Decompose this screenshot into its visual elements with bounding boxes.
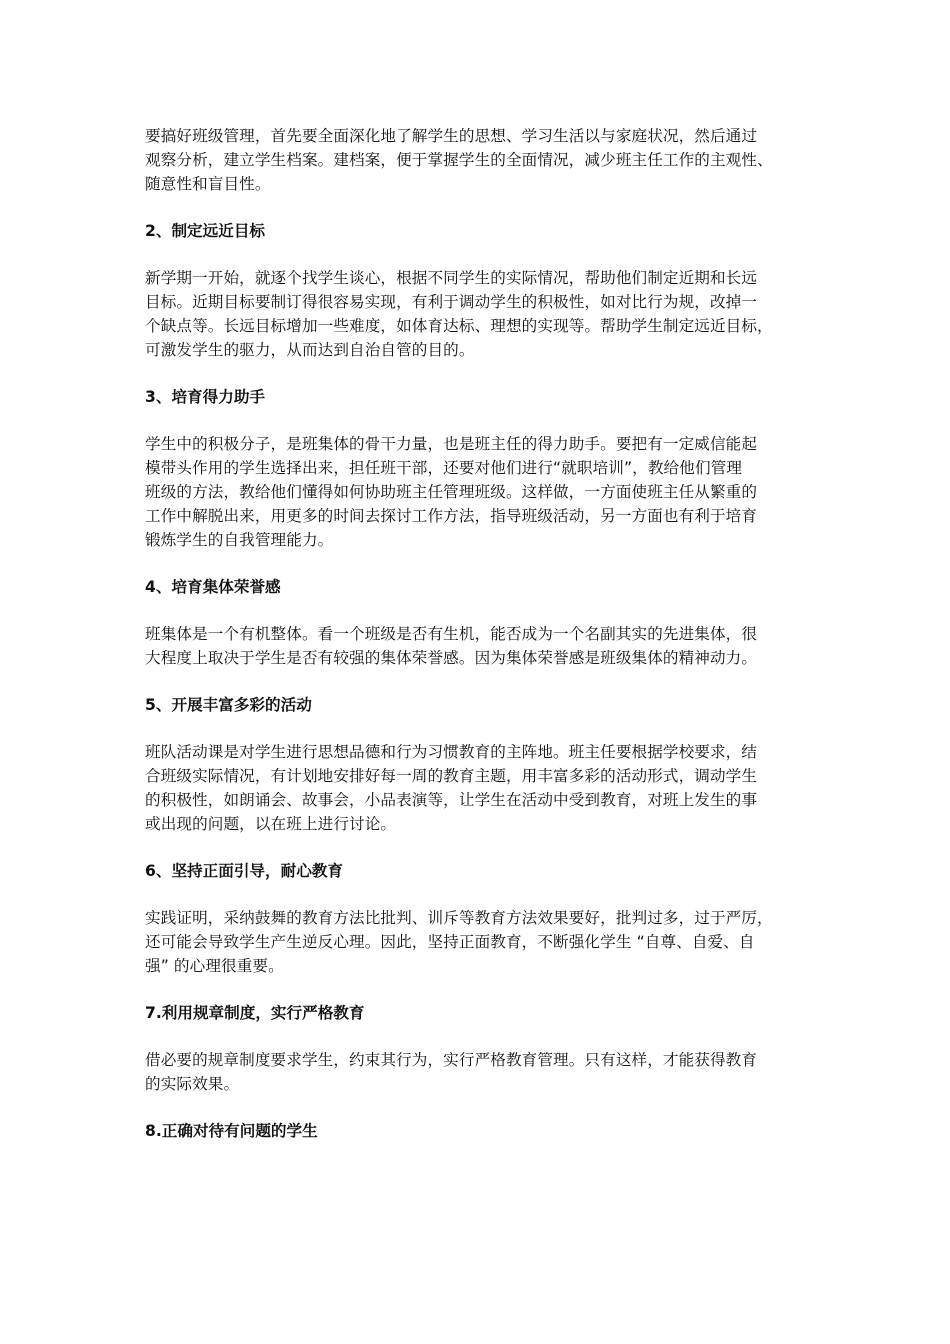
text-line: 可激发学生的驱力，从而达到自治自管的目的。 bbox=[145, 341, 475, 359]
paragraph-section-4 bbox=[145, 622, 810, 670]
text-line: 班级的方法，教给他们懂得如何协助班主任管理班级。这样做，一方面使班主任从繁重的 bbox=[145, 483, 758, 501]
paragraph-section-7 bbox=[145, 1048, 810, 1096]
paragraph-section-6 bbox=[145, 906, 810, 978]
text-line: 随意性和盲目性。 bbox=[145, 175, 271, 193]
text-line: 班队活动课是对学生进行思想品德和行为习惯教育的主阵地。班主任要根据学校要求，结 bbox=[145, 743, 758, 761]
section-heading-4: 4、培育集体荣誉感 bbox=[145, 578, 281, 596]
paragraph-section-3 bbox=[145, 432, 810, 552]
text-line: 工作中解脱出来，用更多的时间去探讨工作方法，指导班级活动，另一方面也有利于培育 bbox=[145, 507, 758, 525]
text-line: 的积极性，如朗诵会、故事会，小品表演等，让学生在活动中受到教育，对班上发生的事 bbox=[145, 791, 758, 809]
text-line: 个缺点等。长远目标增加一些难度，如体育达标、理想的实现等。帮助学生制定远近目标， bbox=[145, 317, 773, 335]
text-line: 班集体是一个有机整体。看一个班级是否有生机，能否成为一个名副其实的先进集体，很 bbox=[145, 625, 758, 643]
text-line: 合班级实际情况，有计划地安排好每一周的教育主题，用丰富多彩的活动形式，调动学生 bbox=[145, 767, 758, 785]
text-line: 锻炼学生的自我管理能力。 bbox=[145, 531, 334, 549]
paragraph-intro bbox=[145, 124, 810, 196]
text-line: 模带头作用的学生选择出来，担任班干部，还要对他们进行“就职培训”，教给他们管理 bbox=[145, 459, 743, 477]
paragraph-section-5 bbox=[145, 740, 810, 836]
text-line: 学生中的积极分子，是班集体的骨干力量，也是班主任的得力助手。要把有一定威信能起 bbox=[145, 435, 758, 453]
section-heading-2: 2、制定远近目标 bbox=[145, 222, 266, 240]
document-body bbox=[145, 124, 810, 1143]
text-line: 的实际效果。 bbox=[145, 1075, 240, 1093]
text-line: 要搞好班级管理，首先要全面深化地了解学生的思想、学习生活以与家庭状况，然后通过 bbox=[145, 127, 758, 145]
text-line: 新学期一开始，就逐个找学生谈心，根据不同学生的实际情况，帮助他们制定近期和长远 bbox=[145, 269, 758, 287]
text-line: 或出现的问题，以在班上进行讨论。 bbox=[145, 815, 397, 833]
text-line: 强” 的心理很重要。 bbox=[145, 957, 284, 975]
text-line: 观察分析，建立学生档案。建档案，便于掌握学生的全面情况，减少班主任工作的主观性、 bbox=[145, 151, 773, 169]
section-heading-8: 8.正确对待有问题的学生 bbox=[145, 1122, 318, 1140]
text-line: 实践证明，采纳鼓舞的教育方法比批判、训斥等教育方法效果要好，批判过多，过于严厉， bbox=[145, 909, 773, 927]
section-heading-3: 3、培育得力助手 bbox=[145, 388, 266, 406]
text-line: 借必要的规章制度要求学生，约束其行为，实行严格教育管理。只有这样，才能获得教育 bbox=[145, 1051, 758, 1069]
section-heading-5: 5、开展丰富多彩的活动 bbox=[145, 696, 312, 714]
text-line: 还可能会导致学生产生逆反心理。因此，坚持正面教育，不断强化学生 “自尊、自爱、自 bbox=[145, 933, 755, 951]
section-heading-7: 7.利用规章制度，实行严格教育 bbox=[145, 1004, 365, 1022]
text-line: 大程度上取决于学生是否有较强的集体荣誉感。因为集体荣誉感是班级集体的精神动力。 bbox=[145, 649, 758, 667]
paragraph-section-2 bbox=[145, 266, 810, 362]
text-line: 目标。近期目标要制订得很容易实现，有利于调动学生的积极性，如对比行为规，改掉一 bbox=[145, 293, 758, 311]
section-heading-6: 6、坚持正面引导，耐心教育 bbox=[145, 862, 343, 880]
